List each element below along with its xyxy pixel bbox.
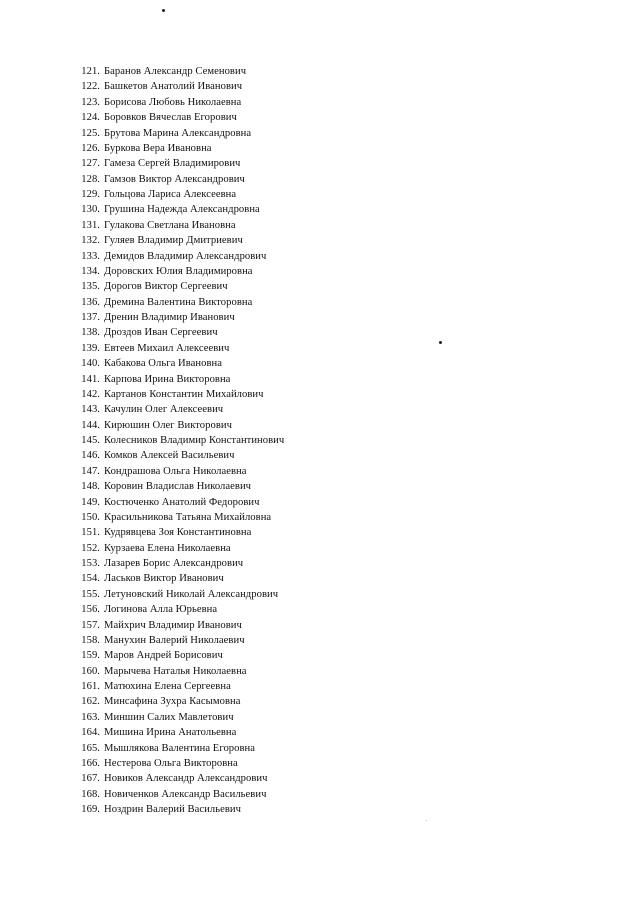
entry-name: Брутова Марина Александровна xyxy=(104,127,252,139)
entry-number: 129. xyxy=(81,189,100,200)
entry-number: 126. xyxy=(81,142,100,154)
entry-name: Гамзов Виктор Александрович xyxy=(104,173,245,185)
list-item xyxy=(77,694,477,709)
entry-name: Башкетов Анатолий Иванович xyxy=(104,81,243,93)
list-item xyxy=(77,464,477,479)
entry-number: 166. xyxy=(81,757,100,769)
list-item xyxy=(77,218,477,233)
list-item xyxy=(77,295,477,310)
entry-number: 141. xyxy=(81,373,100,385)
list-item xyxy=(77,787,477,802)
list-item xyxy=(77,633,477,648)
list-item xyxy=(77,64,477,79)
list-item xyxy=(77,249,477,264)
list-item xyxy=(77,587,477,602)
entry-number: 147. xyxy=(81,465,100,477)
entry-number: 146. xyxy=(81,450,100,462)
entry-number: 122. xyxy=(81,81,100,93)
entry-name: Костюченко Анатолий Федорович xyxy=(104,496,260,508)
entry-name: Кудрявцева Зоя Константиновна xyxy=(104,527,252,539)
list-item xyxy=(77,556,477,571)
list-item xyxy=(77,771,477,786)
entry-name: Доровских Юлия Владимировна xyxy=(104,265,253,277)
list-item xyxy=(77,264,477,279)
list-item xyxy=(77,418,477,433)
entry-name: Комков Алексей Васильевич xyxy=(104,450,235,462)
entry-name: Кондрашова Ольга Николаевна xyxy=(104,465,247,477)
list-item xyxy=(77,387,477,402)
entry-name: Колесников Владимир Константинович xyxy=(104,435,285,446)
scan-speck xyxy=(162,9,165,12)
entry-number: 142. xyxy=(81,388,100,400)
entry-name: Марычева Наталья Николаевна xyxy=(104,665,247,677)
list-item xyxy=(77,525,477,540)
entry-number: 134. xyxy=(81,265,100,277)
list-item xyxy=(77,310,477,325)
entry-number: 169. xyxy=(81,804,100,815)
entry-number: 151. xyxy=(81,527,100,539)
scan-speck xyxy=(426,820,427,821)
list-item xyxy=(77,402,477,417)
entry-name: Кирюшин Олег Викторович xyxy=(104,419,232,431)
entry-number: 138. xyxy=(81,327,100,339)
entry-name: Майхрич Владимир Иванович xyxy=(104,619,242,631)
list-item xyxy=(77,202,477,217)
entry-number: 130. xyxy=(81,204,100,216)
entry-name: Карпова Ирина Викторовна xyxy=(104,373,231,385)
entry-number: 125. xyxy=(81,127,100,139)
list-item xyxy=(77,126,477,141)
list-item xyxy=(77,756,477,771)
entry-number: 145. xyxy=(81,435,100,446)
entry-number: 152. xyxy=(81,542,100,554)
entry-name: Дроздов Иван Сергеевич xyxy=(104,327,218,339)
list-item xyxy=(77,95,477,110)
entry-name: Лазарев Борис Александрович xyxy=(104,558,244,569)
entry-number: 144. xyxy=(81,419,100,431)
entry-number: 167. xyxy=(81,773,100,785)
entry-number: 133. xyxy=(81,250,100,262)
entry-name: Ласьков Виктор Иванович xyxy=(104,573,224,585)
list-item xyxy=(77,325,477,340)
list-item xyxy=(77,372,477,387)
entry-number: 131. xyxy=(81,219,100,231)
list-item xyxy=(77,187,477,202)
entry-number: 164. xyxy=(81,727,100,739)
entry-number: 132. xyxy=(81,235,100,247)
list-item xyxy=(77,725,477,740)
entry-name: Логинова Алла Юрьевна xyxy=(104,604,218,616)
entry-number: 163. xyxy=(81,711,100,723)
entry-name: Матюхина Елена Сергеевна xyxy=(104,681,231,692)
entry-number: 161. xyxy=(81,681,100,692)
entry-name: Дремина Валентина Викторовна xyxy=(104,296,253,308)
list-item xyxy=(77,448,477,463)
entry-name: Манухин Валерий Николаевич xyxy=(104,634,245,646)
entry-name: Гамеза Сергей Владимирович xyxy=(104,158,241,170)
entry-name: Нестерова Ольга Викторовна xyxy=(104,757,238,769)
entry-name: Боровков Вячеслав Егорович xyxy=(104,112,237,124)
entry-number: 156. xyxy=(81,604,100,616)
entry-number: 127. xyxy=(81,158,100,170)
entry-number: 157. xyxy=(81,619,100,631)
list-item xyxy=(77,141,477,156)
entry-name: Минсафина Зухра Касымовна xyxy=(104,696,241,708)
list-item xyxy=(77,341,477,356)
list-item xyxy=(77,110,477,125)
list-item xyxy=(77,356,477,371)
entry-name: Дорогов Виктор Сергеевич xyxy=(104,281,228,293)
entry-name: Качулин Олег Алексеевич xyxy=(104,404,224,416)
entry-number: 124. xyxy=(81,112,100,124)
entry-number: 155. xyxy=(81,588,100,600)
name-list xyxy=(77,64,477,817)
list-item xyxy=(77,510,477,525)
list-item xyxy=(77,571,477,586)
entry-number: 135. xyxy=(81,281,100,293)
list-item xyxy=(77,541,477,556)
entry-number: 139. xyxy=(81,342,100,354)
list-item xyxy=(77,679,477,694)
entry-number: 160. xyxy=(81,665,100,677)
entry-number: 123. xyxy=(81,96,100,108)
entry-number: 150. xyxy=(81,511,100,523)
list-item xyxy=(77,479,477,494)
entry-name: Борисова Любовь Николаевна xyxy=(104,96,242,108)
entry-number: 136. xyxy=(81,296,100,308)
entry-number: 168. xyxy=(81,788,100,800)
entry-number: 162. xyxy=(81,696,100,708)
entry-number: 165. xyxy=(81,742,100,754)
list-item xyxy=(77,279,477,294)
entry-name: Гуляев Владимир Дмитриевич xyxy=(104,235,243,247)
entry-name: Новиков Александр Александрович xyxy=(104,773,268,785)
entry-name: Мышлякова Валентина Егоровна xyxy=(104,742,256,754)
entry-number: 148. xyxy=(81,481,100,493)
entry-name: Новиченков Александр Васильевич xyxy=(104,788,267,800)
entry-number: 140. xyxy=(81,358,100,370)
list-item xyxy=(77,172,477,187)
entry-number: 143. xyxy=(81,404,100,416)
list-item xyxy=(77,802,477,817)
entry-name: Буркова Вера Ивановна xyxy=(104,142,212,154)
entry-number: 121. xyxy=(81,66,100,77)
list-item xyxy=(77,664,477,679)
entry-number: 159. xyxy=(81,650,100,662)
list-item xyxy=(77,710,477,725)
entry-name: Дренин Владимир Иванович xyxy=(104,312,235,323)
entry-name: Коровин Владислав Николаевич xyxy=(104,481,252,493)
list-item xyxy=(77,618,477,633)
entry-number: 154. xyxy=(81,573,100,585)
entry-name: Картанов Константин Михайлович xyxy=(104,388,264,400)
entry-name: Красильникова Татьяна Михайловна xyxy=(104,511,272,523)
list-item xyxy=(77,433,477,448)
entry-name: Грушина Надежда Александровна xyxy=(104,204,260,216)
entry-name: Мишина Ирина Анатольевна xyxy=(104,727,237,739)
entry-name: Маров Андрей Борисович xyxy=(104,650,223,662)
entry-name: Миншин Салих Мавлетович xyxy=(104,711,234,723)
list-item xyxy=(77,602,477,617)
entry-number: 128. xyxy=(81,173,100,185)
entry-name: Демидов Владимир Александрович xyxy=(104,250,267,262)
entry-name: Гулакова Светлана Ивановна xyxy=(104,219,236,231)
entry-number: 137. xyxy=(81,312,100,323)
list-item xyxy=(77,233,477,248)
entry-name: Гольцова Лариса Алексеевна xyxy=(104,189,237,200)
list-item xyxy=(77,648,477,663)
entry-name: Евтеев Михаил Алексеевич xyxy=(104,342,230,354)
entry-number: 149. xyxy=(81,496,100,508)
entry-name: Курзаева Елена Николаевна xyxy=(104,542,231,554)
list-item xyxy=(77,495,477,510)
entry-number: 153. xyxy=(81,558,100,569)
entry-name: Кабакова Ольга Ивановна xyxy=(104,358,223,370)
entry-name: Летуновский Николай Александрович xyxy=(104,588,279,600)
list-item xyxy=(77,79,477,94)
entry-name: Баранов Александр Семенович xyxy=(104,66,247,77)
list-item xyxy=(77,156,477,171)
entry-number: 158. xyxy=(81,634,100,646)
entry-name: Ноздрин Валерий Васильевич xyxy=(104,804,242,815)
list-item xyxy=(77,741,477,756)
